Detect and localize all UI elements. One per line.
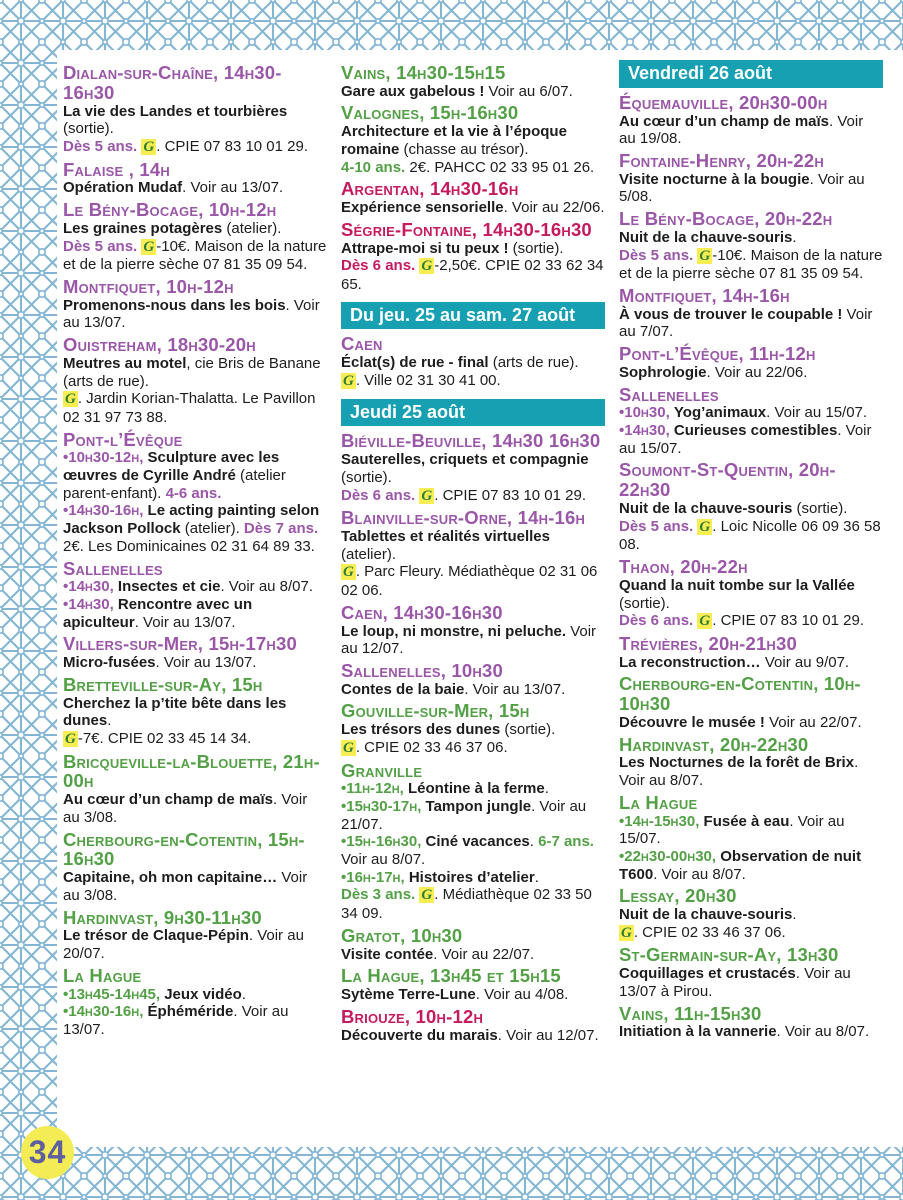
event-line bbox=[619, 422, 883, 457]
event-header: Ségrie-Fontaine, 14h30-16h30 bbox=[341, 218, 592, 240]
event-header: Blainville-sur-Orne, 14h-16h bbox=[341, 507, 586, 529]
text-segment: 6-7 ans. bbox=[538, 833, 594, 851]
text-segment: •15h-16h30, bbox=[341, 833, 426, 851]
text-segment: 4-6 ans. bbox=[165, 484, 222, 502]
text-segment: La vie des Landes et tourbières bbox=[63, 102, 288, 120]
event-line bbox=[341, 986, 605, 1004]
free-admission-marker: G bbox=[699, 613, 711, 630]
event-line bbox=[63, 238, 327, 274]
event-header: Briouze, 10h-12h bbox=[341, 1005, 484, 1027]
text-segment: Dès 7 ans. bbox=[243, 520, 319, 538]
text-segment: Voir au 7/07. bbox=[619, 305, 873, 341]
text-segment: . Voir au 15/07. bbox=[766, 404, 868, 422]
text-segment: . Voir au 8/07. bbox=[653, 865, 746, 883]
text-segment: . CPIE 07 83 10 01 29. bbox=[156, 137, 309, 155]
text-segment: Gare aux gabelous ! bbox=[341, 82, 485, 100]
event-line bbox=[619, 813, 883, 848]
text-segment: La reconstruction… bbox=[619, 653, 761, 671]
event-header: Hardinvast, 20h-22h30 bbox=[619, 733, 809, 755]
event-line bbox=[63, 578, 327, 596]
text-segment: Tampon jungle bbox=[425, 798, 532, 815]
event-line bbox=[341, 372, 605, 391]
event-line bbox=[63, 730, 327, 749]
text-segment: Les graines potagères bbox=[63, 219, 223, 237]
event-line bbox=[619, 754, 883, 789]
text-segment: . Voir au 13/07. bbox=[63, 1003, 289, 1038]
text-segment: . bbox=[241, 985, 246, 1003]
event-header: Équemauville, 20h30-00h bbox=[619, 91, 828, 113]
text-segment: (sortie). bbox=[63, 120, 114, 138]
text-segment: Observation de nuit T600 bbox=[619, 847, 862, 883]
date-banner: Vendredi 26 août bbox=[619, 60, 883, 88]
event-header: Trévières, 20h-21h30 bbox=[619, 632, 797, 654]
text-segment: . Voir au 8/07. bbox=[776, 1023, 870, 1041]
text-segment: . Voir au 13/07. bbox=[63, 296, 320, 332]
text-segment: (atelier). bbox=[222, 219, 282, 237]
text-segment: Opération Mudaf bbox=[63, 179, 183, 197]
event-header: Falaise , 14h bbox=[63, 158, 170, 180]
text-segment: Dès 5 ans. bbox=[619, 246, 698, 264]
text-segment: Initiation à la vannerie bbox=[619, 1023, 777, 1041]
text-segment: Voir au 9/07. bbox=[760, 653, 850, 671]
event-line bbox=[63, 1003, 327, 1038]
event-line bbox=[63, 502, 327, 537]
text-segment: -10€. Maison de la nature et de la pierre sèche 07 81 35 09 54. bbox=[619, 246, 883, 283]
text-segment: Yog’animaux bbox=[673, 404, 767, 422]
text-segment: 4-10 ans. bbox=[341, 158, 406, 176]
text-segment: •13h45-14h45, bbox=[63, 985, 165, 1003]
event-line bbox=[341, 739, 605, 758]
page-number: 34 bbox=[28, 1134, 67, 1170]
event-line bbox=[63, 538, 327, 556]
event-line bbox=[619, 171, 883, 206]
text-segment: Micro-fusées bbox=[63, 654, 156, 672]
text-segment: (sortie). bbox=[500, 721, 556, 739]
text-segment: . Voir au 13/07. bbox=[182, 179, 284, 197]
text-segment: •10h30, bbox=[619, 404, 674, 422]
border-bottom bbox=[0, 1147, 903, 1200]
text-segment: Les trésors des dunes bbox=[341, 721, 501, 739]
event-line bbox=[341, 354, 605, 372]
event-line bbox=[619, 229, 883, 247]
text-segment: . Voir au 13/07. bbox=[155, 654, 257, 672]
event-header: Sallenelles bbox=[619, 383, 719, 405]
event-line bbox=[341, 681, 605, 699]
text-segment: . Ville 02 31 30 41 00. bbox=[355, 371, 501, 389]
text-segment: Contes de la baie bbox=[341, 680, 465, 698]
text-segment: Éclat(s) de rue - final bbox=[341, 354, 489, 372]
free-admission-marker: G bbox=[421, 487, 433, 504]
text-segment: 2€. Les Dominicaines 02 31 64 89 33. bbox=[63, 537, 315, 555]
event-line bbox=[63, 297, 327, 332]
text-segment: Jeux vidéo bbox=[164, 985, 242, 1003]
event-line bbox=[341, 869, 605, 887]
text-segment: Sophrologie bbox=[619, 363, 707, 381]
event-line bbox=[63, 103, 327, 138]
event-header: La Hague bbox=[63, 964, 142, 986]
text-segment: Rencontre avec un apiculteur bbox=[63, 596, 253, 631]
event-header: Cherbourg-en-Cotentin, 15h-16h30 bbox=[63, 828, 305, 870]
event-line bbox=[341, 946, 605, 964]
text-segment: Léontine à la ferme bbox=[408, 780, 545, 798]
event-line bbox=[619, 848, 883, 883]
text-segment: 2€. PAHCC 02 33 95 01 26. bbox=[405, 158, 595, 176]
text-segment: Nuit de la chauve-souris bbox=[619, 906, 793, 924]
event-header: Le Bény-Bocage, 20h-22h bbox=[619, 208, 833, 230]
event-line bbox=[619, 364, 883, 382]
event-line bbox=[619, 714, 883, 732]
event-header: Montfiquet, 10h-12h bbox=[63, 275, 234, 297]
free-admission-marker: G bbox=[421, 887, 433, 904]
event-header: Le Bény-Bocage, 10h-12h bbox=[63, 199, 277, 221]
text-segment: . CPIE 07 83 10 01 29. bbox=[434, 486, 587, 504]
event-header: Hardinvast, 9h30-11h30 bbox=[63, 906, 262, 928]
text-segment: Sculpture avec les œuvres de Cyrille André bbox=[63, 449, 280, 485]
free-admission-marker: G bbox=[343, 739, 354, 756]
event-line bbox=[341, 257, 605, 293]
event-header: Bricqueville-la-Blouette, 21h-00h bbox=[63, 750, 320, 792]
text-segment: •14h30-16h, bbox=[63, 1003, 148, 1021]
text-segment: •11h-12h, bbox=[341, 780, 409, 798]
free-admission-marker: G bbox=[65, 391, 76, 408]
free-admission-marker: G bbox=[343, 372, 354, 389]
text-segment: •22h30-00h30, bbox=[619, 847, 721, 865]
text-segment: . CPIE 02 33 46 37 06. bbox=[355, 738, 508, 756]
event-line bbox=[341, 780, 605, 798]
text-segment: À vous de trouver le coupable ! bbox=[619, 305, 843, 323]
text-segment: •14h30-16h, bbox=[63, 502, 148, 520]
event-header: Lessay, 20h30 bbox=[619, 885, 737, 907]
text-segment: Coquillages et crustacés bbox=[619, 965, 796, 983]
event-header: Dialan-sur-Chaîne, 14h30-16h30 bbox=[63, 62, 282, 103]
event-line bbox=[619, 906, 883, 924]
event-header: La Hague bbox=[619, 791, 698, 813]
event-line bbox=[341, 199, 605, 217]
text-segment: (arts de rue). bbox=[488, 354, 579, 372]
border-left bbox=[0, 0, 57, 1200]
event-line bbox=[341, 1027, 605, 1045]
text-segment: Voir au 3/08. bbox=[63, 869, 308, 904]
free-admission-marker: G bbox=[421, 258, 433, 275]
event-line bbox=[341, 886, 605, 922]
event-line bbox=[341, 528, 605, 563]
text-segment: Sytème Terre-Lune bbox=[341, 986, 476, 1004]
text-segment: Découverte du marais bbox=[341, 1026, 498, 1044]
text-segment: . Voir au 12/07. bbox=[497, 1026, 599, 1044]
text-segment: . Parc Fleury. Médiathèque 02 31 06 02 06. bbox=[341, 563, 598, 600]
text-segment: •16h-17h, bbox=[341, 868, 409, 886]
text-segment: •14h30, bbox=[63, 578, 118, 596]
text-segment: . bbox=[792, 228, 797, 246]
text-segment: •15h30-17h, bbox=[341, 798, 426, 815]
text-segment: Dès 6 ans. bbox=[341, 257, 420, 275]
date-banner: Du jeu. 25 au sam. 27 août bbox=[341, 302, 605, 330]
text-segment: . Voir au 19/08. bbox=[619, 112, 864, 148]
event-line bbox=[619, 965, 883, 1000]
event-header: Caen bbox=[341, 333, 383, 355]
event-line bbox=[341, 159, 605, 177]
text-segment: Cherchez la p’tite bête dans les dunes bbox=[63, 694, 287, 730]
text-segment: . Voir au 8/07. bbox=[619, 754, 859, 790]
event-header: Soumont-St-Quentin, 20h-22h30 bbox=[619, 459, 836, 501]
event-line bbox=[619, 404, 883, 422]
page-number-badge bbox=[21, 1126, 74, 1179]
text-segment: Nuit de la chauve-souris bbox=[619, 228, 793, 246]
event-line bbox=[341, 721, 605, 739]
free-admission-marker: G bbox=[65, 731, 76, 747]
text-segment: . Voir au 20/07. bbox=[63, 927, 304, 963]
event-line bbox=[341, 798, 605, 833]
event-line bbox=[63, 138, 327, 157]
text-segment: Éphéméride bbox=[147, 1003, 234, 1021]
text-segment: (chasse au trésor). bbox=[399, 140, 529, 158]
text-segment: Voir au 6/07. bbox=[484, 82, 573, 100]
text-segment: . bbox=[529, 833, 539, 851]
text-segment: Tablettes et réalités virtuelles bbox=[341, 528, 550, 545]
text-segment: Voir au 22/07. bbox=[764, 713, 862, 731]
text-segment: Dès 5 ans. bbox=[63, 137, 142, 155]
text-segment: •14h-15h30, bbox=[619, 812, 704, 830]
event-line bbox=[619, 113, 883, 148]
text-segment: . Voir au 22/06. bbox=[706, 363, 808, 381]
text-segment: (atelier parent-enfant). bbox=[63, 467, 286, 502]
event-header: Vains, 14h30-15h15 bbox=[341, 62, 506, 83]
text-segment: Visite contée bbox=[341, 945, 434, 963]
event-header: Argentan, 14h30-16h bbox=[341, 178, 519, 200]
event-line bbox=[63, 869, 327, 904]
column-3 bbox=[619, 60, 883, 1150]
text-segment: Voir au 8/07. bbox=[341, 851, 426, 869]
text-segment: . Voir au 13/07. bbox=[134, 613, 236, 631]
text-segment: . Voir au 8/07. bbox=[220, 578, 314, 596]
event-line bbox=[619, 654, 883, 672]
free-admission-marker: G bbox=[699, 247, 711, 264]
free-admission-marker: G bbox=[699, 518, 711, 535]
text-segment: Promenons-nous dans les bois bbox=[63, 296, 286, 314]
text-segment: Capitaine, oh mon capitaine… bbox=[63, 869, 278, 887]
text-segment: . bbox=[544, 780, 549, 798]
free-admission-marker: G bbox=[143, 138, 155, 155]
event-header: Montfiquet, 14h-16h bbox=[619, 284, 790, 306]
event-line bbox=[619, 518, 883, 554]
event-line bbox=[63, 695, 327, 730]
event-line bbox=[63, 654, 327, 672]
event-line bbox=[63, 355, 327, 390]
event-line bbox=[341, 240, 605, 258]
event-header: Valognes, 15h-16h30 bbox=[341, 102, 519, 124]
text-segment: . Voir au 5/08. bbox=[619, 170, 865, 206]
event-line bbox=[619, 924, 883, 943]
free-admission-marker: G bbox=[343, 564, 354, 581]
event-header: St-Germain-sur-Ay, 13h30 bbox=[619, 944, 839, 966]
event-header: Sallenelles bbox=[63, 557, 163, 579]
date-banner: Jeudi 25 août bbox=[341, 399, 605, 427]
event-header: Cherbourg-en-Cotentin, 10h-10h30 bbox=[619, 673, 861, 715]
text-segment: Histoires d’atelier bbox=[408, 868, 535, 886]
text-segment: Dès 5 ans. bbox=[619, 517, 698, 535]
event-header: Pont-l’Évêque, 11h-12h bbox=[619, 343, 816, 365]
event-listings bbox=[63, 60, 883, 1150]
text-segment: . CPIE 02 33 46 37 06. bbox=[633, 923, 786, 941]
text-segment: •14h30, bbox=[63, 596, 118, 613]
text-segment: . Voir au 15/07. bbox=[619, 812, 845, 848]
text-segment: . Voir au 3/08. bbox=[63, 791, 308, 826]
text-segment: Découvre le musée ! bbox=[619, 713, 765, 731]
event-line bbox=[63, 390, 327, 426]
text-segment: •14h30, bbox=[619, 422, 674, 440]
text-segment: Quand la nuit tombe sur la Vallée bbox=[619, 576, 855, 594]
text-segment: Meutres au motel bbox=[63, 354, 187, 372]
text-segment: . Voir au 4/08. bbox=[475, 986, 569, 1004]
event-line bbox=[619, 500, 883, 518]
text-segment: Les Nocturnes de la forêt de Brix bbox=[619, 754, 855, 772]
event-header: Fontaine-Henry, 20h-22h bbox=[619, 149, 824, 171]
text-segment: -2,50€. CPIE 02 33 62 34 65. bbox=[341, 257, 604, 293]
event-line bbox=[619, 577, 883, 612]
event-line bbox=[63, 791, 327, 826]
text-segment: Le loup, ni monstre, ni peluche. bbox=[341, 622, 567, 640]
event-line bbox=[341, 833, 605, 868]
text-segment: Au cœur d’un champ de maïs bbox=[63, 791, 274, 809]
border-top bbox=[0, 0, 903, 50]
event-line bbox=[341, 123, 605, 158]
text-segment: . CPIE 07 83 10 01 29. bbox=[712, 612, 865, 630]
event-header: Thaon, 20h-22h bbox=[619, 556, 748, 578]
text-segment: . Voir au 13/07. bbox=[464, 680, 566, 698]
event-header: Ouistreham, 18h30-20h bbox=[63, 334, 256, 356]
event-line bbox=[341, 451, 605, 486]
text-segment: (atelier). bbox=[341, 545, 397, 563]
event-line bbox=[341, 563, 605, 599]
text-segment: . Médiathèque 02 33 50 34 09. bbox=[341, 886, 592, 923]
event-header: Biéville-Beuville, 14h30 16h30 bbox=[341, 430, 601, 452]
free-admission-marker: G bbox=[143, 238, 155, 255]
text-segment: Voir au 12/07. bbox=[341, 622, 597, 658]
text-segment: Expérience sensorielle bbox=[341, 199, 504, 217]
event-line bbox=[619, 247, 883, 283]
text-segment: (sortie). bbox=[508, 239, 564, 257]
text-segment: (sortie). bbox=[341, 468, 392, 486]
text-segment: Attrape-moi si tu peux ! bbox=[341, 239, 509, 257]
text-segment: . bbox=[792, 906, 797, 924]
text-segment: •10h30-12h, bbox=[63, 449, 148, 467]
text-segment: Curieuses comestibles bbox=[673, 422, 838, 440]
text-segment: Dès 6 ans. bbox=[619, 612, 698, 630]
text-segment: -10€. Maison de la nature et de la pierre sèche 07 81 35 09 54. bbox=[63, 237, 327, 274]
event-header: La Hague, 13h45 et 15h15 bbox=[341, 965, 561, 987]
text-segment: Nuit de la chauve-souris bbox=[619, 499, 793, 517]
event-header: Pont-l’Évêque bbox=[63, 428, 183, 450]
text-segment: Le trésor de Claque-Pépin bbox=[63, 927, 249, 945]
event-header: Bretteville-sur-Ay, 15h bbox=[63, 673, 263, 695]
text-segment: . Voir au 13/07 à Pirou. bbox=[619, 965, 851, 1000]
event-line bbox=[63, 927, 327, 962]
text-segment: . Jardin Korian-Thalatta. Le Pavillon 02 31 97 73 88. bbox=[63, 390, 316, 426]
text-segment: Le acting painting selon Jackson Pollock bbox=[63, 502, 320, 538]
text-segment: . Voir au 22/06. bbox=[503, 199, 605, 217]
text-segment: , cie Bris de Banane (arts de rue). bbox=[63, 354, 321, 390]
column-2 bbox=[341, 60, 605, 1150]
text-segment: . Voir au 22/07. bbox=[433, 945, 535, 963]
text-segment: Sauterelles, criquets et compagnie bbox=[341, 451, 589, 469]
event-header: Granville bbox=[341, 759, 423, 781]
event-line bbox=[619, 306, 883, 341]
text-segment: . bbox=[107, 712, 112, 730]
text-segment: (sortie). bbox=[619, 594, 670, 612]
text-segment: . Voir au 15/07. bbox=[619, 422, 872, 457]
event-line bbox=[341, 83, 605, 101]
event-line bbox=[619, 1023, 883, 1041]
text-segment: . bbox=[534, 868, 539, 886]
event-header: Sallenelles, 10h30 bbox=[341, 659, 503, 681]
text-segment: Visite nocturne à la bougie bbox=[619, 170, 810, 188]
text-segment: . Voir au 21/07. bbox=[341, 798, 587, 833]
event-header: Villers-sur-Mer, 15h-17h30 bbox=[63, 633, 297, 655]
text-segment: (sortie). bbox=[792, 499, 848, 517]
text-segment: Insectes et cie bbox=[117, 578, 221, 596]
event-line bbox=[341, 623, 605, 658]
event-line bbox=[63, 986, 327, 1004]
event-line bbox=[619, 612, 883, 631]
event-header: Caen, 14h30-16h30 bbox=[341, 601, 503, 623]
text-segment: . Loic Nicolle 06 09 36 58 08. bbox=[619, 517, 881, 554]
text-segment: Au cœur d’un champ de maïs bbox=[619, 112, 830, 130]
event-line bbox=[63, 596, 327, 631]
event-line bbox=[63, 449, 327, 502]
text-segment: Dès 6 ans. bbox=[341, 486, 420, 504]
text-segment: -7€. CPIE 02 33 45 14 34. bbox=[77, 730, 252, 747]
text-segment: Ciné vacances bbox=[425, 833, 530, 851]
column-1 bbox=[63, 60, 327, 1150]
text-segment: Dès 3 ans. bbox=[341, 886, 420, 904]
event-header: Gratot, 10h30 bbox=[341, 924, 463, 946]
text-segment: Architecture et la vie à l’époque romaine bbox=[341, 123, 567, 158]
event-header: Vains, 11h-15h30 bbox=[619, 1002, 762, 1024]
text-segment: Dès 5 ans. bbox=[63, 237, 142, 255]
event-line bbox=[63, 179, 327, 197]
free-admission-marker: G bbox=[621, 924, 632, 941]
event-line bbox=[341, 487, 605, 506]
event-line bbox=[63, 220, 327, 238]
text-segment: (atelier). bbox=[180, 520, 244, 538]
event-header: Gouville-sur-Mer, 15h bbox=[341, 700, 530, 722]
text-segment: Fusée à eau bbox=[703, 812, 790, 830]
